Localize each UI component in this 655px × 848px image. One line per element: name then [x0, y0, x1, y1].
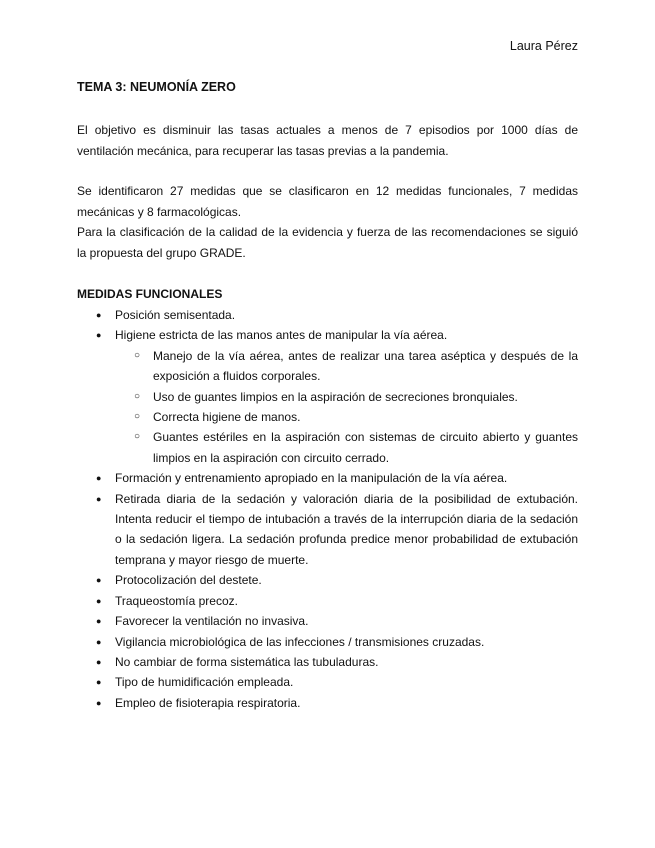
bullet-icon: ●: [96, 697, 102, 708]
list-item-text: No cambiar de forma sistemática las tubuladuras.: [115, 654, 379, 669]
list-item: [77, 570, 578, 590]
author-name: Laura Pérez: [509, 39, 578, 53]
sublist-item-text: Manejo de la vía aérea, antes de realizar una tarea aséptica y después de la exposición a fluidos corporales.: [153, 348, 578, 384]
bullet-icon: ●: [96, 636, 102, 647]
list-item-text: Protocolización del destete.: [115, 573, 262, 588]
list-item: [77, 632, 578, 652]
bullet-icon: ●: [96, 473, 102, 484]
list-item-text: Higiene estricta de las manos antes de manipular la vía aérea.: [115, 328, 448, 343]
list-item: [77, 489, 578, 571]
bullet-icon: ●: [96, 677, 102, 688]
grade-paragraph: Para la clasificación de la calidad de la evidencia y fuerza de las recomendaciones se siguió la propuesta del grupo GRADE.: [77, 225, 578, 260]
bullet-icon: ●: [96, 330, 102, 341]
bullet-icon: ●: [96, 575, 102, 586]
list-item-text: Traqueostomía precoz.: [115, 593, 238, 608]
circle-bullet-icon: ○: [134, 349, 141, 361]
list-item-text: Tipo de humidificación empleada.: [115, 675, 294, 690]
list-item: [77, 325, 578, 468]
list-item-text: Favorecer la ventilación no invasiva.: [115, 614, 309, 629]
circle-bullet-icon: ○: [134, 431, 141, 443]
list-item: [77, 468, 578, 488]
list-item-text: Posición semisentada.: [115, 308, 236, 322]
measures-paragraph: Se identificaron 27 medidas que se clasificaron en 12 medidas funcionales, 7 medidas mecánicas y 8 farmacológicas.: [77, 184, 578, 219]
list-item: [77, 693, 578, 713]
list-item-text: Formación y entrenamiento apropiado en la manipulación de la vía aérea.: [115, 471, 508, 486]
bullet-icon: ●: [96, 493, 102, 504]
sublist-item-text: Uso de guantes limpios en la aspiración de secreciones bronquiales.: [153, 389, 518, 404]
functional-measures-list: [77, 305, 578, 713]
hand-hygiene-sublist: [115, 346, 578, 468]
circle-bullet-icon: ○: [134, 411, 141, 423]
document-title: TEMA 3: NEUMONÍA ZERO: [77, 80, 236, 94]
list-item-text: Retirada diaria de la sedación y valoración diaria de la posibilidad de extubación. Intenta reducir el tiempo de intubación a través de la interrupción diaria de la sedación o la sedación ligera. La sedación profunda predice menor probabilidad de extubación temprana y mayor riesgo de muerte.: [115, 491, 578, 567]
bullet-icon: ●: [96, 310, 102, 320]
list-item: [77, 672, 578, 692]
sublist-item-text: Guantes estériles en la aspiración con sistemas de circuito abierto y guantes limpios en la aspiración con circuito cerrado.: [153, 430, 578, 465]
bullet-icon: ●: [96, 616, 102, 627]
bullet-icon: ●: [96, 656, 102, 667]
sublist-item: [115, 427, 578, 468]
list-item: [77, 591, 578, 611]
bullet-icon: ●: [96, 595, 102, 606]
section-title: MEDIDAS FUNCIONALES: [77, 287, 223, 301]
sublist-item: [115, 387, 578, 407]
list-item: [77, 652, 578, 672]
sublist-item-text: Correcta higiene de manos.: [153, 410, 301, 425]
list-item: [77, 611, 578, 631]
objective-paragraph: El objetivo es disminuir las tasas actuales a menos de 7 episodios por 1000 días de ventilación mecánica, para recuperar las tasas previas a la pandemia.: [77, 123, 578, 158]
list-item: [77, 305, 578, 325]
sublist-item: [115, 346, 578, 387]
circle-bullet-icon: ○: [134, 390, 141, 402]
list-item-text: Vigilancia microbiológica de las infecciones / transmisiones cruzadas.: [115, 634, 485, 649]
list-item-text: Empleo de fisioterapia respiratoria.: [115, 695, 301, 710]
sublist-item: [115, 407, 578, 427]
